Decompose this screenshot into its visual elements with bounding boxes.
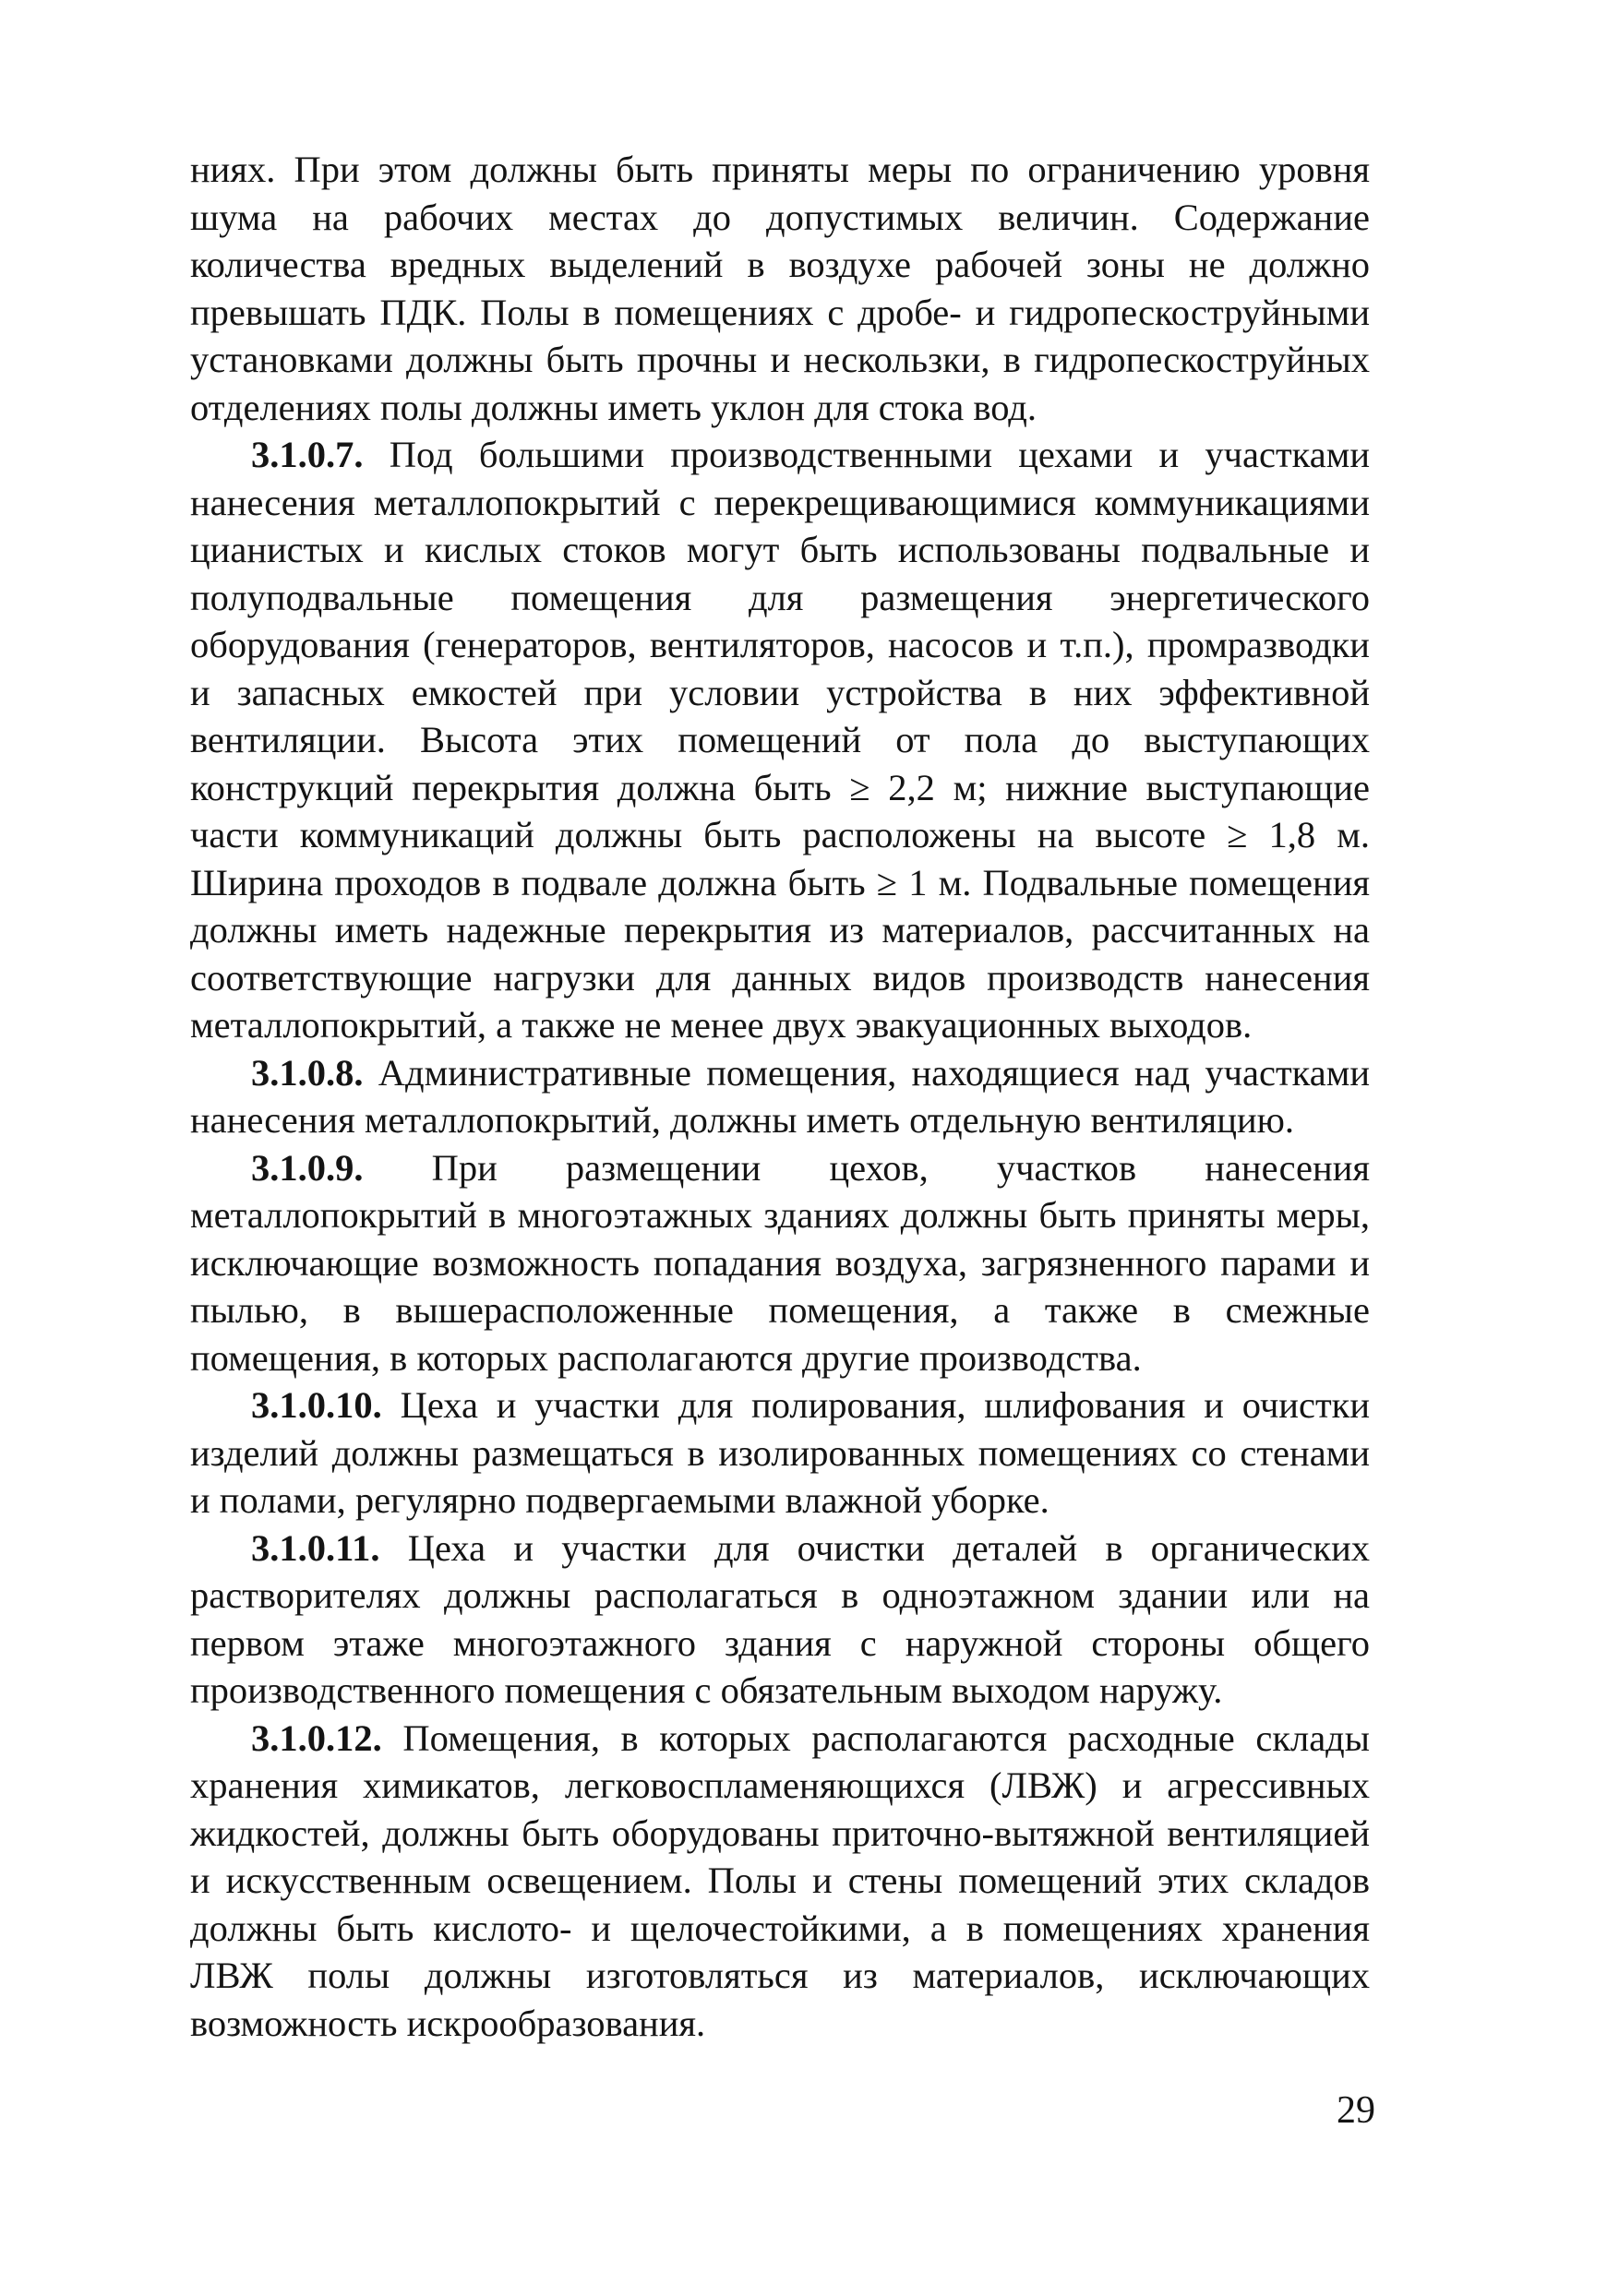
clause-3-1-0-12: [190, 1715, 1370, 2048]
clause-number: 3.1.0.11.: [251, 1526, 380, 1569]
clause-number: 3.1.0.8.: [251, 1051, 364, 1094]
clause-number: 3.1.0.9.: [251, 1146, 364, 1189]
clause-3-1-0-8: [190, 1049, 1370, 1144]
clause-text: Цеха и участки для полирования, шлифования и очистки изделий должны размещаться в изолированных помещениях со стенами и полами, регулярно подвергаемыми влажной уборке.: [190, 1384, 1371, 1521]
opening-paragraph: ниях. При этом должны быть приняты меры по ограничению уровня шума на рабочих местах до допустимых величин. Содержание количества вредных выделений в воздухе рабочей зоны не должно превышать ПДК. Полы в помещениях с дробе- и гидропескоструйными установками должны быть прочны и нескользки, в гидропескоструйных отделениях полы должны иметь уклон для стока вод.: [190, 149, 1370, 428]
clause-number: 3.1.0.7.: [251, 434, 364, 475]
clause-3-1-0-7: [190, 431, 1370, 1049]
clause-number: 3.1.0.12.: [251, 1716, 382, 1759]
body-text: [190, 146, 1370, 2047]
clause-number: 3.1.0.10.: [251, 1384, 382, 1426]
clause-3-1-0-9: [190, 1144, 1370, 1382]
clause-text: Административные помещения, находящиеся над участками нанесения металлопокрытий, должны иметь отдельную вентиляцию.: [190, 1051, 1371, 1141]
clause-3-1-0-10: [190, 1381, 1370, 1525]
clause-text: Цеха и участки для очистки деталей в органических растворителях должны располагаться в одноэтажном здании или на первом этаже многоэтажного здания с наружной стороны общего производственного помещения с обязательным выходом наружу.: [190, 1526, 1371, 1711]
clause-3-1-0-11: [190, 1525, 1370, 1715]
clause-text: Под большими производственными цехами и участками нанесения металлопокрытий с перекрещивающимися коммуникациями цианистых и кислых стоков могут быть использованы подвальные и полуподвальные помещения для размещения энергетического оборудования (генераторов, вентиляторов, насосов и т.п.), промразводки и запасных емкостей при условии устройства в них эффективной вентиляции. Высота этих помещений от пола до выступающих конструкций перекрытия должна быть ≥ 2,2 м; нижние выступающие части коммуникаций должны быть расположены на высоте ≥ 1,8 м. Ширина проходов в подвале должна быть ≥ 1 м. Подвальные помещения должны иметь надежные перекрытия из материалов, рассчитанных на соответствующие нагрузки для данных видов производств нанесения металлопокрытий, а также не менее двух эвакуационных выходов.: [190, 434, 1370, 1046]
page-number: 29: [1337, 2089, 1375, 2132]
clause-text: Помещения, в которых располагаются расходные склады хранения химикатов, легковоспламеняющихся (ЛВЖ) и агрессивных жидкостей, должны быть оборудованы приточно-вытяжной вентиляцией и искусственным освещением. Полы и стены помещений этих складов должны быть кислото- и щелочестойкими, а в помещениях хранения ЛВЖ полы должны изготовляться из материалов, исключающих возможность искрообразования.: [190, 1716, 1370, 2044]
clause-text: При размещении цехов, участков нанесения металлопокрытий в многоэтажных зданиях должны быть приняты меры, исключающие возможность попадания воздуха, загрязненного парами и пылью, в вышерасположенные помещения, а также в смежные помещения, в которых располагаются другие производства.: [190, 1146, 1370, 1379]
